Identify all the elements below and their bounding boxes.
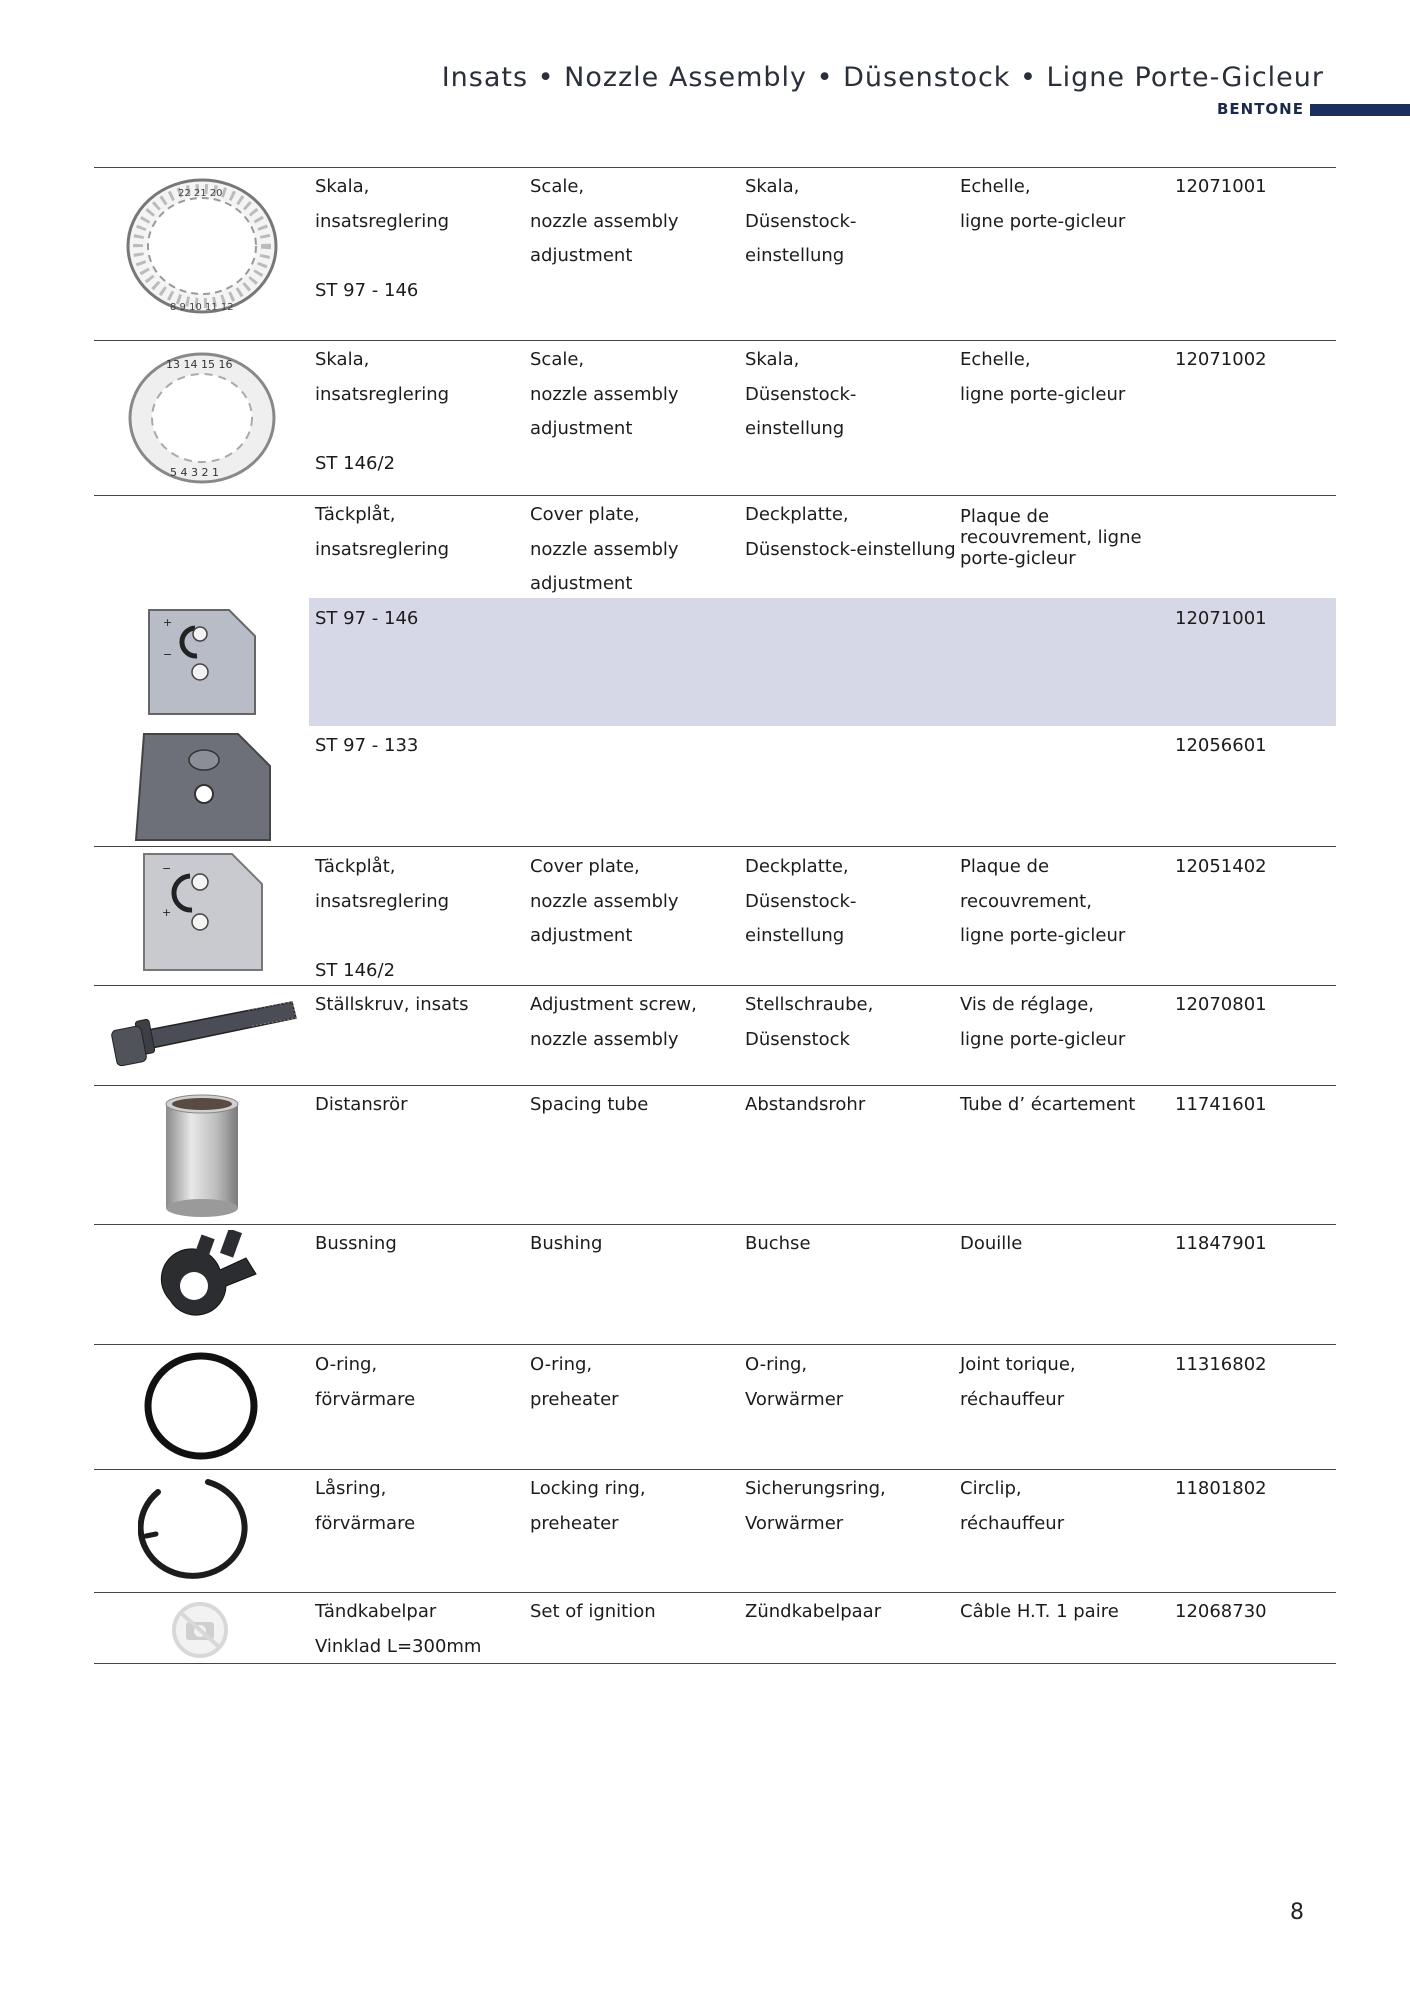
article-number: 11316802 bbox=[1175, 1354, 1267, 1375]
desc-en: Bushing bbox=[530, 1233, 603, 1254]
desc-fr: Circlip, réchauffeur bbox=[960, 1478, 1065, 1534]
article-number: 12068730 bbox=[1175, 1601, 1267, 1622]
desc-de: Deckplatte, Düsenstock-einstellung bbox=[745, 504, 956, 560]
desc-sv: Distansrör bbox=[315, 1094, 408, 1115]
svg-text:22 21 20: 22 21 20 bbox=[178, 188, 223, 199]
desc-sv: Tändkabelpar Vinklad L=300mm bbox=[315, 1601, 482, 1657]
desc-en: Cover plate, nozzle assembly adjustment bbox=[530, 856, 679, 946]
desc-sv: Täckplåt, insatsreglering ST 146/2 bbox=[315, 856, 450, 981]
article-number: 12051402 bbox=[1175, 856, 1267, 877]
desc-de: Deckplatte, Düsenstock- einstellung bbox=[745, 856, 857, 946]
cover-plate-image bbox=[145, 608, 257, 720]
desc-de: Stellschraube, Düsenstock bbox=[745, 994, 874, 1050]
desc-en: Set of ignition bbox=[530, 1601, 656, 1622]
no-image-icon bbox=[170, 1600, 230, 1664]
svg-text:13 14 15 16: 13 14 15 16 bbox=[166, 358, 233, 371]
desc-fr: Câble H.T. 1 paire bbox=[960, 1601, 1119, 1622]
desc-fr: Echelle, ligne porte-gicleur bbox=[960, 349, 1126, 405]
desc-de: O-ring, Vorwärmer bbox=[745, 1354, 844, 1410]
desc-fr: Douille bbox=[960, 1233, 1023, 1254]
desc-en: Cover plate, nozzle assembly adjustment bbox=[530, 504, 679, 594]
scale-ring-image bbox=[120, 172, 285, 324]
variant-model: ST 97 - 133 bbox=[315, 735, 419, 756]
desc-de: Buchse bbox=[745, 1233, 811, 1254]
desc-de: Abstandsrohr bbox=[745, 1094, 866, 1115]
desc-en: Scale, nozzle assembly adjustment bbox=[530, 176, 679, 266]
row-divider bbox=[94, 1469, 1336, 1470]
desc-fr: Tube d’ écartement bbox=[960, 1094, 1136, 1115]
row-divider bbox=[94, 495, 1336, 496]
desc-fr: Plaque de recouvrement, ligne porte-gicleur bbox=[960, 506, 1142, 569]
row-divider bbox=[94, 1085, 1336, 1086]
desc-de: Sicherungsring, Vorwärmer bbox=[745, 1478, 886, 1534]
bushing-image bbox=[140, 1230, 262, 1338]
article-number: 12071001 bbox=[1175, 176, 1267, 197]
row-divider bbox=[94, 340, 1336, 341]
article-number: 12056601 bbox=[1175, 735, 1267, 756]
article-number: 11801802 bbox=[1175, 1478, 1267, 1499]
page-title: Insats • Nozzle Assembly • Düsenstock • Ligne Porte-Gicleur bbox=[441, 62, 1324, 93]
desc-sv: Täckplåt, insatsreglering bbox=[315, 504, 450, 560]
variant-model: ST 97 - 146 bbox=[315, 608, 419, 629]
adjustment-screw-image bbox=[108, 990, 298, 1076]
desc-en: Adjustment screw, nozzle assembly bbox=[530, 994, 697, 1050]
article-number: 12071001 bbox=[1175, 608, 1267, 629]
desc-fr: Joint torique, réchauffeur bbox=[960, 1354, 1076, 1410]
svg-text:−: − bbox=[162, 862, 172, 875]
article-number: 12070801 bbox=[1175, 994, 1267, 1015]
desc-en: Locking ring, preheater bbox=[530, 1478, 646, 1534]
row-divider bbox=[94, 1224, 1336, 1225]
article-number: 11741601 bbox=[1175, 1094, 1267, 1115]
row-divider bbox=[94, 985, 1336, 986]
svg-text:5 4 3 2 1: 5 4 3 2 1 bbox=[170, 466, 219, 479]
scale-ring-image bbox=[122, 346, 282, 495]
desc-en: O-ring, preheater bbox=[530, 1354, 619, 1410]
cover-plate-image bbox=[134, 732, 272, 846]
svg-text:−: − bbox=[163, 648, 173, 661]
svg-text:8 9 10 11 12: 8 9 10 11 12 bbox=[170, 302, 234, 313]
desc-fr: Vis de réglage, ligne porte-gicleur bbox=[960, 994, 1126, 1050]
row-divider bbox=[94, 167, 1336, 168]
desc-de: Skala, Düsenstock- einstellung bbox=[745, 176, 857, 266]
article-number: 12071002 bbox=[1175, 349, 1267, 370]
desc-en: Scale, nozzle assembly adjustment bbox=[530, 349, 679, 439]
desc-sv: Låsring, förvärmare bbox=[315, 1478, 416, 1534]
row-divider bbox=[94, 1663, 1336, 1664]
svg-text:+: + bbox=[162, 906, 172, 919]
article-number: 11847901 bbox=[1175, 1233, 1267, 1254]
row-divider bbox=[94, 846, 1336, 847]
brand-name: BENTONE bbox=[1216, 100, 1304, 118]
row-divider bbox=[94, 1344, 1336, 1345]
desc-sv: Skala, insatsreglering ST 97 - 146 bbox=[315, 176, 450, 301]
svg-text:+: + bbox=[163, 616, 173, 629]
desc-de: Zündkabelpaar bbox=[745, 1601, 882, 1622]
row-divider bbox=[94, 1592, 1336, 1593]
o-ring-image bbox=[142, 1350, 260, 1466]
desc-sv: Ställskruv, insats bbox=[315, 994, 469, 1015]
desc-de: Skala, Düsenstock- einstellung bbox=[745, 349, 857, 439]
desc-sv: Skala, insatsreglering ST 146/2 bbox=[315, 349, 450, 474]
brand-accent-bar bbox=[1310, 104, 1410, 116]
desc-sv: Bussning bbox=[315, 1233, 397, 1254]
page-number: 8 bbox=[1290, 1900, 1304, 1925]
spacing-tube-image bbox=[162, 1092, 242, 1224]
desc-fr: Plaque de recouvrement, ligne porte-gicleur bbox=[960, 856, 1126, 946]
desc-sv: O-ring, förvärmare bbox=[315, 1354, 416, 1410]
locking-ring-image bbox=[138, 1474, 266, 1592]
cover-plate-image bbox=[140, 852, 264, 978]
desc-en: Spacing tube bbox=[530, 1094, 649, 1115]
desc-fr: Echelle, ligne porte-gicleur bbox=[960, 176, 1126, 232]
